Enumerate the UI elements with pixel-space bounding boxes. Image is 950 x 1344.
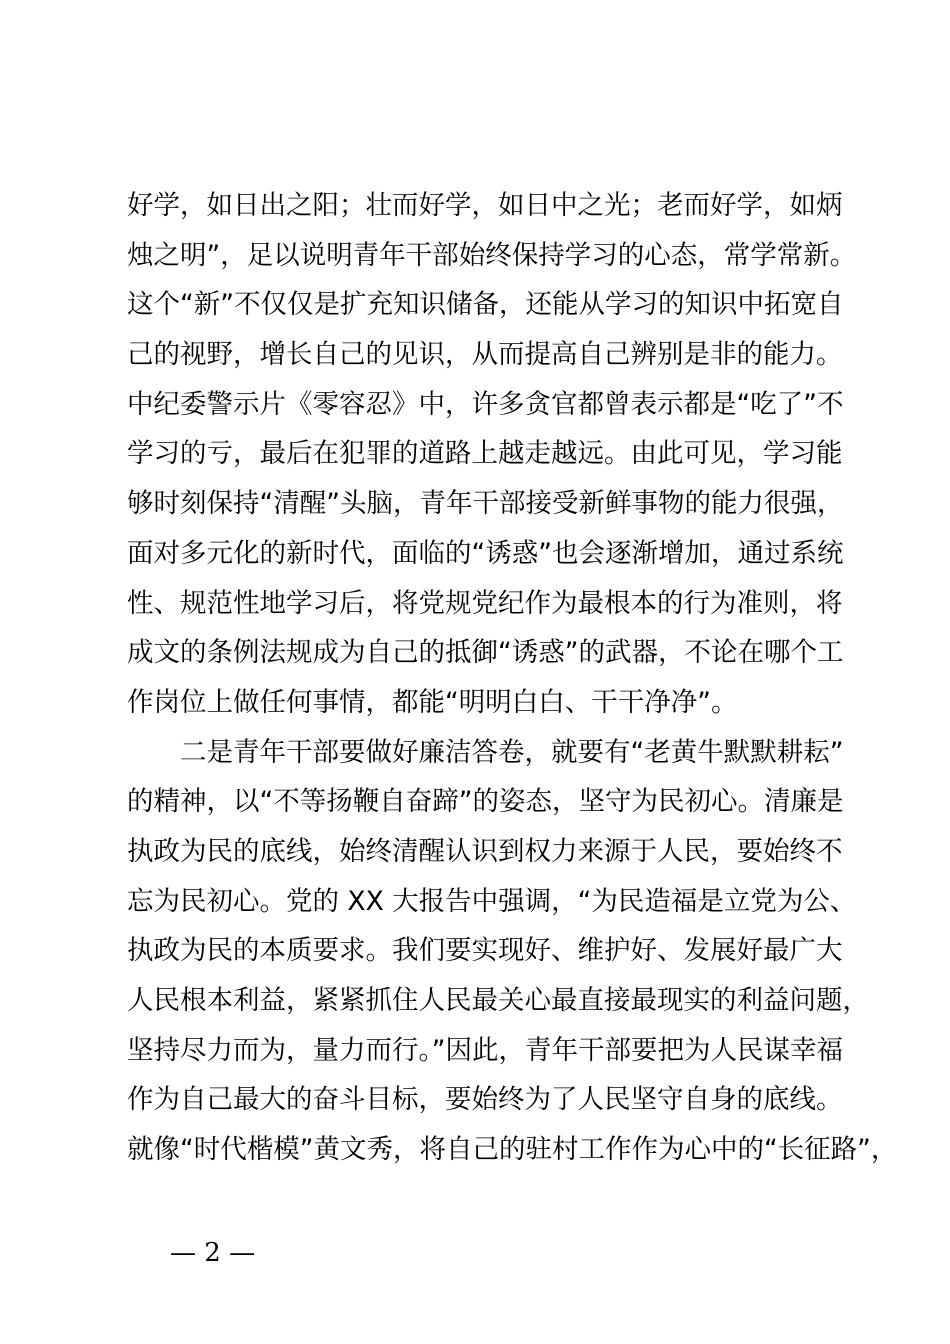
text-line: 烛之明”，足以说明青年干部始终保持学习的心态，常学常新。 <box>127 239 857 271</box>
paragraph-first-line: 二是青年干部要做好廉洁答卷，就要有“老黄牛默默耕耘” <box>180 736 844 768</box>
text-line: 就像“时代楷模”黄文秀，将自己的驻村工作作为心中的“长征路”， <box>127 1134 898 1166</box>
text-line: 面对多元化的新时代，面临的“诱惑”也会逐渐增加，通过系统 <box>127 537 844 569</box>
text-line: 学习的亏，最后在犯罪的道路上越走越远。由此可见，学习能 <box>127 438 843 470</box>
text-line: 性、规范性地学习后，将党规党纪作为最根本的行为准则，将 <box>127 587 843 619</box>
body-text <box>127 181 898 1175</box>
text-line: 好学，如日出之阳；壮而好学，如日中之光；老而好学，如炳 <box>127 190 843 221</box>
text-line: 人民根本利益，紧紧抓住人民最关心最直接最现实的利益问题， <box>127 985 869 1016</box>
text-line: 执政为民的本质要求。我们要实现好、维护好、发展好最广大 <box>127 935 843 967</box>
text-line: 成文的条例法规成为自己的抵御“诱惑”的武器，不论在哪个工 <box>127 637 844 669</box>
text-line: 作为自己最大的奋斗目标，要始终为了人民坚守自身的底线。 <box>127 1084 843 1116</box>
text-line: 执政为民的底线，始终清醒认识到权力来源于人民，要始终不 <box>127 835 843 867</box>
text-line: 忘为民初心。党的 XX 大报告中强调，“为民造福是立党为公、 <box>127 885 857 917</box>
text-line: 中纪委警示片《零容忍》中，许多贪官都曾表示都是“吃了”不 <box>127 388 844 420</box>
text-line: 够时刻保持“清醒”头脑，青年干部接受新鲜事物的能力很强， <box>127 488 844 520</box>
text-line: 的精神，以“不等扬鞭自奋蹄”的姿态，坚守为民初心。清廉是 <box>127 786 844 818</box>
text-line: 己的视野，增长自己的见识，从而提高自己辨别是非的能力。 <box>127 339 843 371</box>
paragraph-end-line: 作岗位上做任何事情，都能“明明白白、干干净净”。 <box>127 686 738 718</box>
text-line: 这个“新”不仅仅是扩充知识储备，还能从学习的知识中拓宽自 <box>127 289 844 321</box>
page-number: — 2 — <box>170 1238 256 1268</box>
text-line: 坚持尽力而为，量力而行。”因此，青年干部要把为人民谋幸福 <box>127 1034 843 1066</box>
